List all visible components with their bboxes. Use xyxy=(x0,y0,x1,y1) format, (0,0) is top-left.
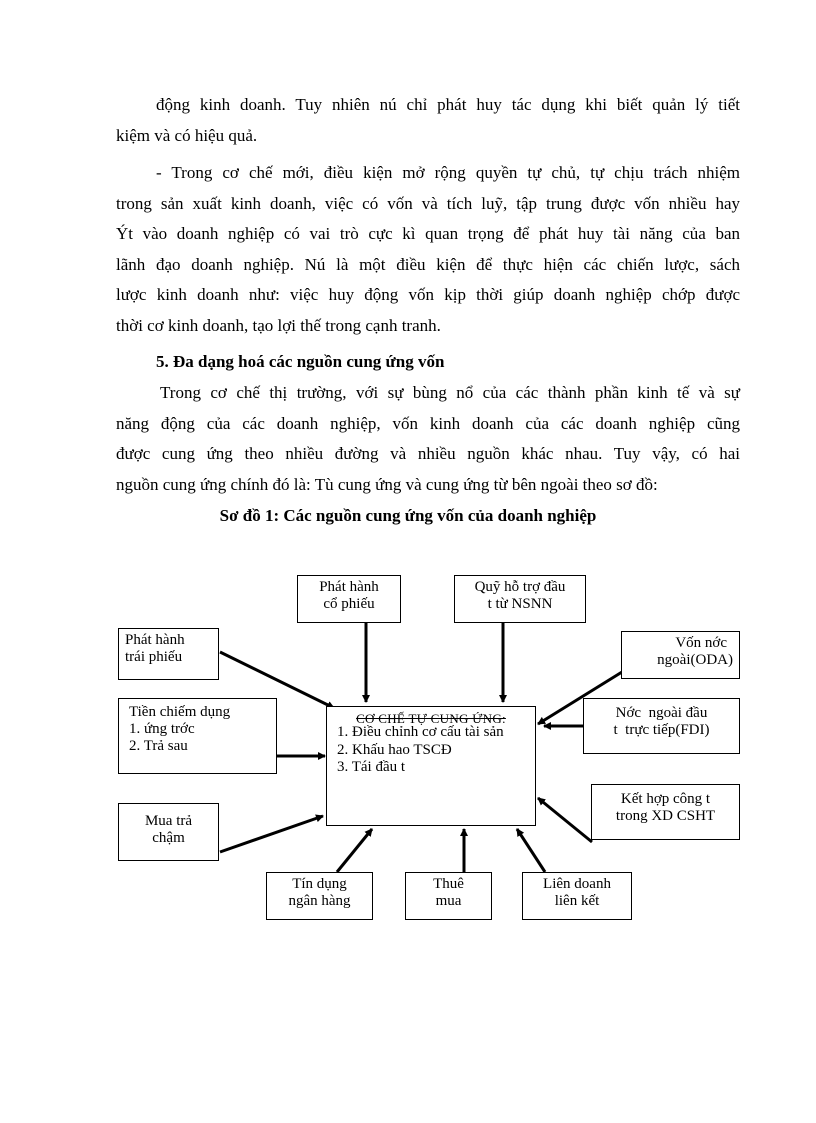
arrow-tin-dung xyxy=(337,829,372,872)
box-lien-doanh-line-2: liên kết xyxy=(554,893,600,909)
box-lien-doanh xyxy=(522,872,632,920)
paragraph-3 xyxy=(116,378,740,500)
box-quy-ho-tro-line-1: Quỹ hỗ trợ đầu xyxy=(474,579,566,595)
box-fdi xyxy=(583,698,740,754)
box-co-phieu xyxy=(297,575,401,623)
paragraph-3-line-4: nguồn cung ứng chính đó là: Tù cung ứng và cung ứng từ bên ngoài theo sơ đồ: xyxy=(116,474,658,494)
box-tin-dung-line-2: ngân hàng xyxy=(288,893,351,909)
box-quy-ho-tro xyxy=(454,575,586,623)
box-tien-chiem-dung-line-2: 1. ứng trớc xyxy=(129,721,195,737)
box-tien-chiem-dung xyxy=(118,698,277,774)
box-trai-phieu-line-2: trái phiếu xyxy=(125,649,183,665)
center-box xyxy=(326,706,536,826)
paragraph-2-line-4: lãnh đạo doanh nghiệp. Nú là một điều kiện để thực hiện các chiến lược, sách xyxy=(116,254,740,274)
arrow-mua-tra-cham xyxy=(220,816,323,852)
arrow-lien-doanh xyxy=(517,829,545,872)
box-thue-mua xyxy=(405,872,492,920)
paragraph-3-line-2: năng động của các doanh nghiệp, vốn kinh doanh của các doanh nghiệp cũng xyxy=(116,413,740,433)
box-tien-chiem-dung-line-1: Tiền chiếm dụng xyxy=(129,704,231,720)
box-lien-doanh-line-1: Liên doanh xyxy=(543,876,611,892)
paragraph-3-line-3: được cung ứng theo nhiều đường và nhiều nguồn khác nhau. Tuy vậy, có hai xyxy=(116,444,740,463)
box-mua-tra-cham xyxy=(118,803,219,861)
box-trai-phieu-line-1: Phát hành xyxy=(125,632,185,648)
paragraph-2-line-6: thời cơ kinh doanh, tạo lợi thế trong cạnh tranh. xyxy=(116,315,441,335)
box-fdi-line-1: Nớc ngoài đầu xyxy=(615,705,708,721)
box-tien-chiem-dung-line-3: 2. Trả sau xyxy=(129,738,188,754)
box-thue-mua-line-1: Thuê xyxy=(433,876,464,892)
diagram-caption: Sơ đồ 1: Các nguồn cung ứng vốn của doanh nghiệp xyxy=(219,506,597,525)
arrow-ket-hop xyxy=(538,798,592,842)
box-thue-mua-line-2: mua xyxy=(435,893,462,909)
paragraph-1-line-1: động kinh doanh. Tuy nhiên nú chỉ phát huy tác dụng khi biết quản lý tiết xyxy=(156,95,740,114)
section-heading: 5. Đa dạng hoá các nguồn cung ứng vốn xyxy=(156,352,445,371)
box-ket-hop-line-2: trong XD CSHT xyxy=(615,808,716,824)
paragraph-2-line-1: - Trong cơ chế mới, điều kiện mở rộng quyền tự chủ, tự chịu trách nhiệm xyxy=(156,163,740,182)
box-co-phieu-line-1: Phát hành xyxy=(319,579,379,595)
paragraph-2 xyxy=(116,158,740,341)
box-trai-phieu xyxy=(118,628,219,680)
box-mua-tra-cham-line-1: Mua trả xyxy=(144,813,193,829)
paragraph-3-line-1: Trong cơ chế thị trường, với sự bùng nổ của các thành phần kinh tế và sự xyxy=(160,383,740,402)
box-tin-dung xyxy=(266,872,373,920)
box-von-nuoc-ngoai-line-1: Vốn nớc xyxy=(675,635,727,651)
paragraph-2-line-2: trong sản xuất kinh doanh, việc có vốn và tích luỹ, tập trung được vốn nhiều hay xyxy=(116,193,740,213)
paragraph-1-line-2: kiệm và có hiệu quả. xyxy=(116,125,258,145)
paragraph-2-line-5: lược kinh doanh như: việc huy động vốn kịp thời giúp doanh nghiệp chớp được xyxy=(116,285,740,304)
center-item-3: 3. Tái đầu t xyxy=(337,759,406,775)
box-ket-hop-line-1: Kết hợp công t xyxy=(620,791,711,807)
paragraph-1 xyxy=(116,90,740,151)
box-mua-tra-cham-line-2: chậm xyxy=(152,830,185,846)
box-ket-hop xyxy=(591,784,740,840)
box-quy-ho-tro-line-2: t từ NSNN xyxy=(487,596,553,612)
center-item-1: 1. Điều chỉnh cơ cấu tài sản xyxy=(337,724,504,740)
box-tin-dung-line-1: Tín dụng xyxy=(292,876,347,892)
center-box-title: CƠ CHẾ TỰ CUNG ỨNG: xyxy=(356,711,506,726)
box-fdi-line-2: t trực tiếp(FDI) xyxy=(613,722,710,738)
center-item-2: 2. Khấu hao TSCĐ xyxy=(337,742,452,758)
box-von-nuoc-ngoai-line-2: ngoài(ODA) xyxy=(657,652,733,668)
paragraph-2-line-3: Ýt vào doanh nghiệp có vai trò cực kì quan trọng để phát huy tài năng của ban xyxy=(116,224,740,243)
box-co-phieu-line-2: cổ phiếu xyxy=(323,596,375,612)
box-von-nuoc-ngoai xyxy=(621,631,740,679)
